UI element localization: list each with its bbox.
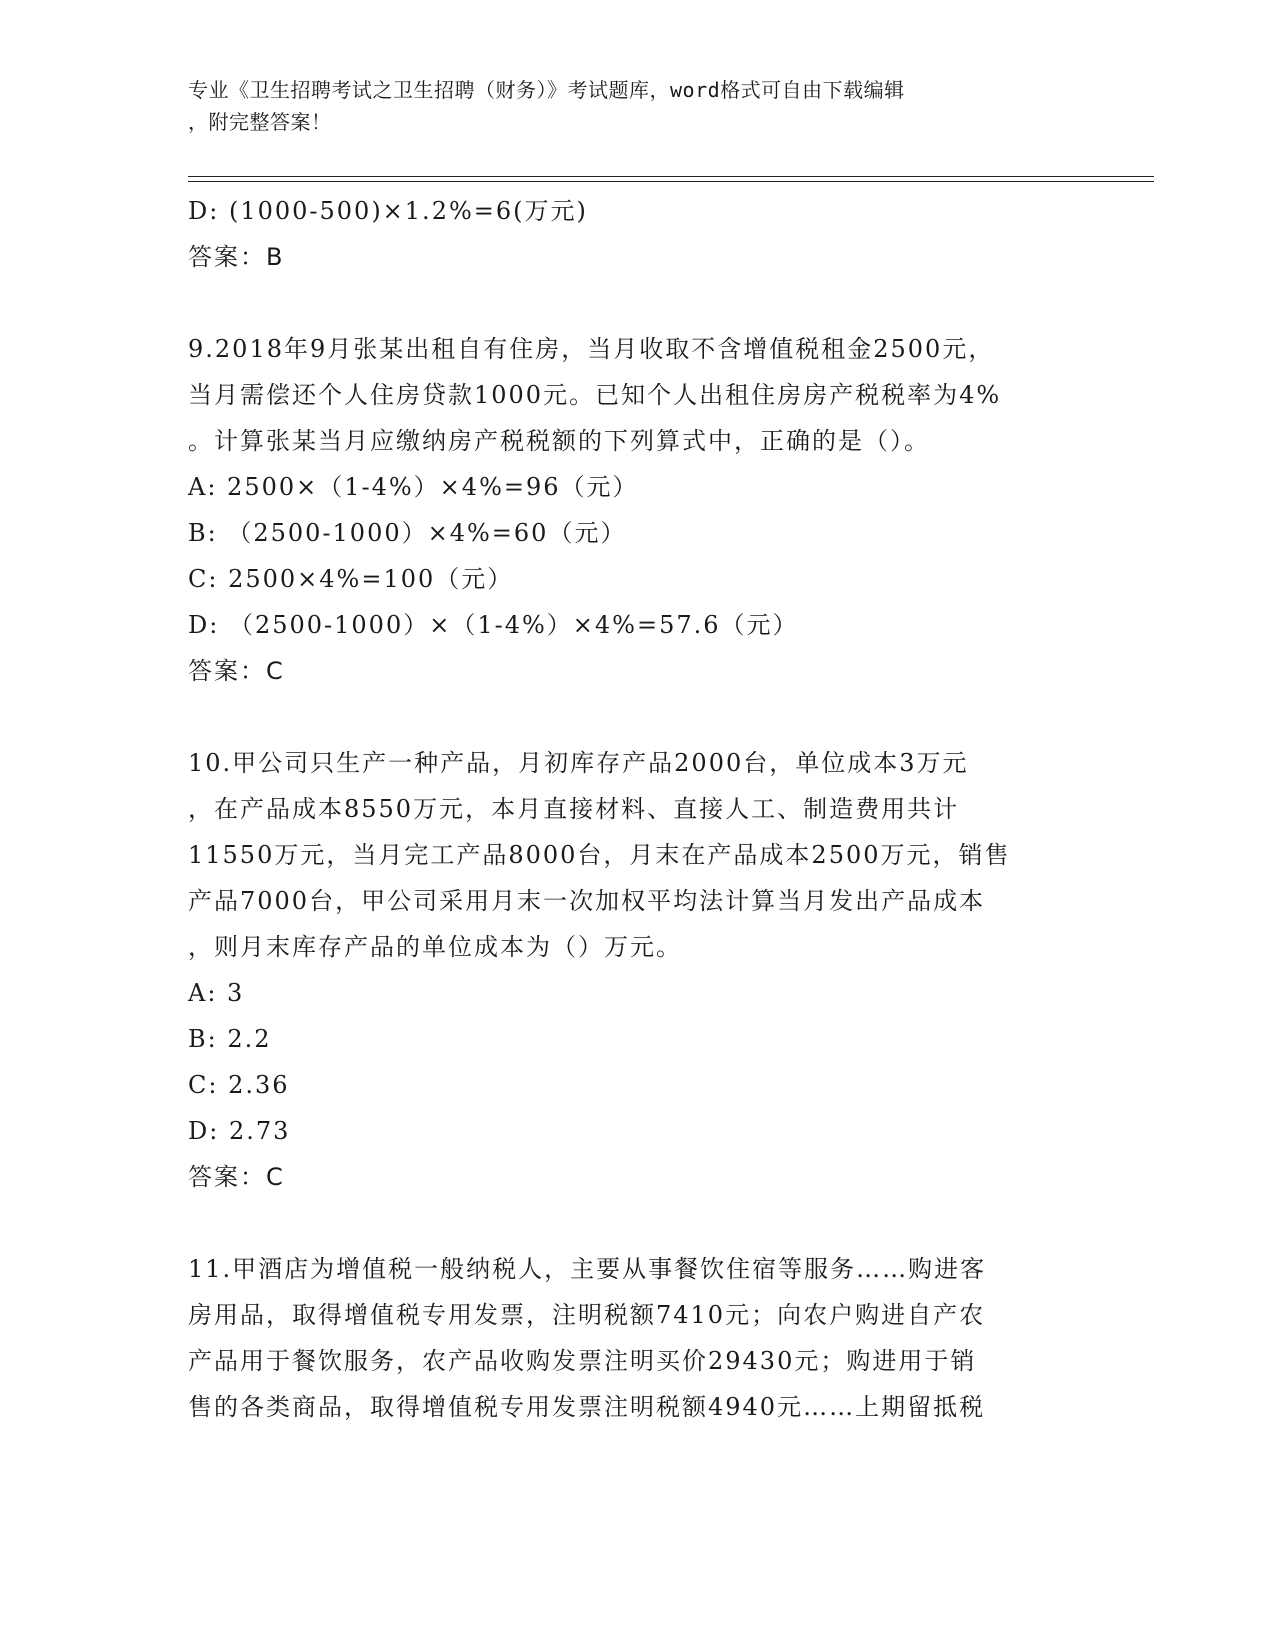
q9-stem-line: 。计算张某当月应缴纳房产税税额的下列算式中，正确的是（）。 [188,427,930,455]
q10-answer: 答案：C [188,1163,285,1191]
q10-stem-line: ，在产品成本8550万元，本月直接材料、直接人工、制造费用共计 [188,795,960,823]
question-10 [188,740,1128,1200]
header-line-1: 专业《卫生招聘考试之卫生招聘（财务）》考试题库，word格式可自由下载编辑 [188,78,905,102]
q10-stem-line: 产品7000台，甲公司采用月末一次加权平均法计算当月发出产品成本 [188,887,986,915]
q8-answer: 答案：B [188,243,285,271]
q10-stem-line: 10.甲公司只生产一种产品，月初库存产品2000台，单位成本3万元 [188,749,969,777]
q10-stem-line: ，则月末库存产品的单位成本为（）万元。 [188,933,682,961]
page-header [188,74,1088,138]
q10-option-b: B: 2.2 [188,1025,272,1053]
q10-option-d: D: 2.73 [188,1117,291,1145]
q11-stem-line: 售的各类商品，取得增值税专用发票注明税额4940元……上期留抵税 [188,1393,986,1421]
spacer [188,1200,1128,1246]
q9-option-d: D: （2500-1000）×（1-4%）×4%=57.6（元） [188,611,799,639]
q9-option-a: A: 2500×（1-4%）×4%=96（元） [188,473,639,501]
q9-stem-line: 9.2018年9月张某出租自有住房，当月收取不含增值税租金2500元， [188,335,995,363]
q11-stem-line: 11.甲酒店为增值税一般纳税人，主要从事餐饮住宿等服务……购进客 [188,1255,987,1283]
q11-stem-line: 产品用于餐饮服务，农产品收购发票注明买价29430元；购进用于销 [188,1347,977,1375]
q9-answer: 答案：C [188,657,285,685]
q10-option-c: C: 2.36 [188,1071,290,1099]
question-11 [188,1246,1128,1430]
q9-option-c: C: 2500×4%=100（元） [188,565,514,593]
q8-option-d: D: (1000-500)×1.2%=6(万元) [188,197,588,225]
header-divider-top [188,176,1154,177]
q9-option-b: B: （2500-1000）×4%=60（元） [188,519,627,547]
q10-option-a: A: 3 [188,979,245,1007]
header-divider-bottom [188,181,1154,182]
q9-stem-line: 当月需偿还个人住房贷款1000元。已知个人出租住房房产税税率为4% [188,381,1002,409]
question-content [188,188,1128,1430]
header-line-2: ，附完整答案！ [188,110,332,134]
question-9 [188,326,1128,694]
q10-stem-line: 11550万元，当月完工产品8000台，月末在产品成本2500万元，销售 [188,841,1011,869]
spacer [188,280,1128,326]
spacer [188,694,1128,740]
q11-stem-line: 房用品，取得增值税专用发票，注明税额7410元；向农户购进自产农 [188,1301,986,1329]
